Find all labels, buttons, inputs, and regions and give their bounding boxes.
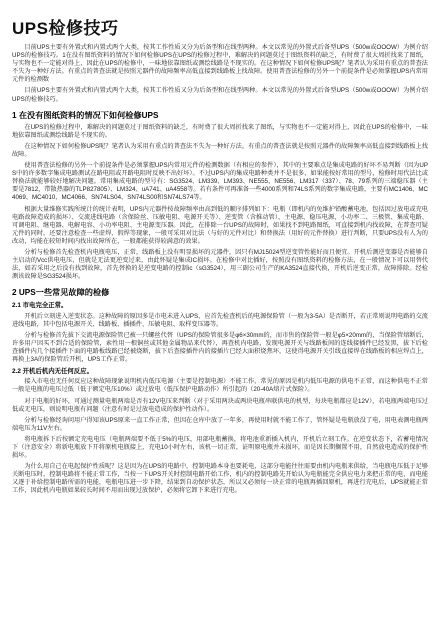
paragraph: 分析与检修经询问用户得知该UPS原来一直工作正常，但因在仓库中放了一年多，再使用时就不能工作了，管怀疑是电瓶放没了电，用电表测电瓶两端电压为11V左右。: [12, 416, 428, 432]
paragraph: 目前UPS主要有外置式和内置式两个大类，按其工作性质又分为后备型和在线型两种。本文以常见的外置式后备型UPS（500w或OOOW）为例介绍UPS的检修技巧。1在没有图纸资料的情况下如何检修UPS在UPS的检修过程中，难解决的问题莫过于图纸资料的缺乏，有时费了很大周折找来了图纸，与实物也不一定能对得上，因此在UPS的检修中，一味地依靠图纸或测绘线路是不现实的。在这种情况下如何检修UPS呢？笔者认为采用有重点的普查法不失为一种好方法。有重点的普查法就是按照元器件的故障频率高低直接到线路板上找故障。使用普查法检修的另外一个前提条件是必须掌握UPS内常用元件的检测数: [12, 44, 428, 84]
paragraph: 在UPS的检修过程中，难解决的问题莫过于图纸资料的缺乏，有时费了很大周折找来了图纸，与实物也不一定能对得上，因此在UPS的检修中，一味地依靠图纸或测绘线路是不现实的。: [12, 123, 428, 139]
document-title: UPS检修技巧: [12, 19, 119, 38]
section-heading: 2.1 市电完全正常。: [12, 302, 68, 310]
paragraph: 为什么用自己在电起保护性质呢？这是因为在UPS的电路中，控制电路本身也要耗电，这部分电能往往需要由机内电瓶来供给，当电瓶电压低于足够关断电压时，控制电路将不能正常工作，当按一下UPS开关时控制电路开始工作，机内的控制电路先开始认为电瓶能完全供应电力来把正常的电，而电能又逐于补给控制电路所需的电能，电瓶电压进一步下降，结果到自动保护状态，所以又必须每一块正常的电瓶再插回原机，再进行充电后，UPS就能正常工作，因此机内电瓶如果较长时间不用而出现过放保护，必须将它卸下来进行充电。: [12, 463, 428, 495]
paragraph: 开机后立刻进入逆变状态。这种故障的原因多是市电未进入UPS，应首先检查机后的电源保险管（一般为3-5A）是否断开，若正常则说明电路的交流进线电路，其中包括电源开关、线路板、插插件、压敏电阻、取样变压器等。: [12, 312, 428, 328]
paragraph: 将电瓶拆下后按额定充电电压（电瓶两端要不低于5%的电压，用部电瓶蓄换，将电池重新插入机内，开机后立刻工作。在逆变状态下，若蓄电情况下（注意安全）将新电瓶放下开将原机电瓶接上，充电10小时左右，该机一切正常，证明原电瓶并未损坏，而是因长期搁置不用，自然放电造成的保护性损坏。: [12, 435, 428, 460]
document-body: [12, 44, 428, 496]
paragraph: 分析与检修首先拔下交流电源保险管已被一只螺丝代替（UPS的保险管很多是φ6×30mm的，而市售的保险管一般是φ5×20mm的，当保险管熔断后，许多用户因买不到合适的保险管，索性用一根铜丝或其他金属物品来代替），再查机内电路，发现电源开关与线路板间的连线接插件已经发黑，拔下后检查插件内几个接插件下面的电路板线路已经被烧断，拔下后查接插件内的接插片已经大面积烧焦坏，这使得电源开关引线直接焊在线路板的相应焊点上，再换上3A的保险管后开机，UPS工作正常。: [12, 331, 428, 364]
section-heading: 1 在没有图纸资料的情况下如何检修UPS: [12, 110, 159, 120]
paragraph: 根据大量维修实践所统计的统计表明，UPS内元器件按故障频率由高到低的顺序排列如下：电瓶（即机内的免维护铅酸蓄电池，包括因过放电或充电电路故障造成的损坏）、交流进线电路（含保险丝、压敏电阻、电源开关等）、逆变管（含推动管）、主电源、稳压电源、小功率二、三极管、集成电路、可调电阻、继电器、电解电容、小功率电阻、主电源变压器。因此，在排除一台UPS的故障时，如果找不到电路图纸，可直接到机内找故障，在普查可疑元件的同时，还要注意检查一些虚焊、假焊等现象，一般可采用对比法（与好的元件对比）和替换法（用好的元件替换）进行判断，只要UPS没有人为的改动，均能在较短时间内找出故障所在，一般都能获得较满意的效果。: [12, 205, 428, 245]
paragraph: 接入市电也无任何反应这种故障现象说明机内低压电源（主要是控制电源）不能工作，常见的原因是机内低压电源的供电不正常，而这种供电不正常一般是电瓶的电压过低（低于额定电压10%）或过放电（低压保护电路动作）所引起的（20-40A熔片式保险）。: [12, 378, 428, 394]
section-heading: 2.2 开机后机内无任何反应。: [12, 368, 93, 376]
paragraph: 在这种情况下如何检修UPS呢？笔者认为采用有重点的普查法不失为一种好方法。有重点的普查法就是按照元器件的故障频率高低直接到线路板上找故障。: [12, 142, 428, 158]
section-heading: 2 UPS一些常见故障的检修: [12, 288, 110, 298]
paragraph: 对于电瓶的好坏，可通过测量电瓶两端是否有12V电压来判断（对于采用两块或两块电瓶串联供电的机型，每块电瓶都应是12V），若电瓶两端电压过低或无电压，则说明电瓶有问题（注意有时是过放电造成的保护性动作）。: [12, 397, 428, 413]
paragraph: 分析与检修首先检查机内电瓶电压，正常，线路板上没有明显损坏的元器件，因只有MJ15024型逆变管性能好而且便宜。开机后测逆变器是否能够自主启动的Vcc供电电压，但就是无法更逆变过来，由此怀疑是集成IC损坏。在检修中对比插好，按照没有图纸资料的检修方法，在一般情况下可以用替代法，如若采用之后没有找到故障，首先替换的是逆变电路的控制ic（sG3524），用三副公司生产的KA3524直接代换，开机后逆变正常，故障排除。经检测该故障是SG3524损坏。: [12, 248, 428, 281]
paragraph: 目前UPS主要有外置式和内置式两个大类，按其工作性质又分为后备型和在线型两种。本文以常见的外置式后备型UPS（500w或OOOW）为例介绍UPS的检修技巧。: [12, 87, 428, 103]
paragraph: 使用普查法检修的另外一个前提条件是必须掌握UPS内常用元件的检测数据（有相应的参件），其中的主要难点是集成电路的好坏不易判断（因为UPS中的许多数字集成电路测试在路电阻或开路电阻时反映不出好坏）。不过UPS内的集成电路种类并不是很多，如果能按好常用的型号，检修时用代法比或替换法就能够较好地解决问题。常用集成电路的型号有：SG3524、LM339、LM393、NE555、NE556、LM317（337）、78、79系列的三端稳压器（主要是7812，带散热器的TLP827805）、LM324、uA741、uA4558等。若有条件可再准备一些4000系列和74LS系列的数字集成电路，主要有MC1406、MC4069、MC4010、MC4066、SN74LS04、SN74LS00和SN74LS74等。: [12, 162, 428, 202]
